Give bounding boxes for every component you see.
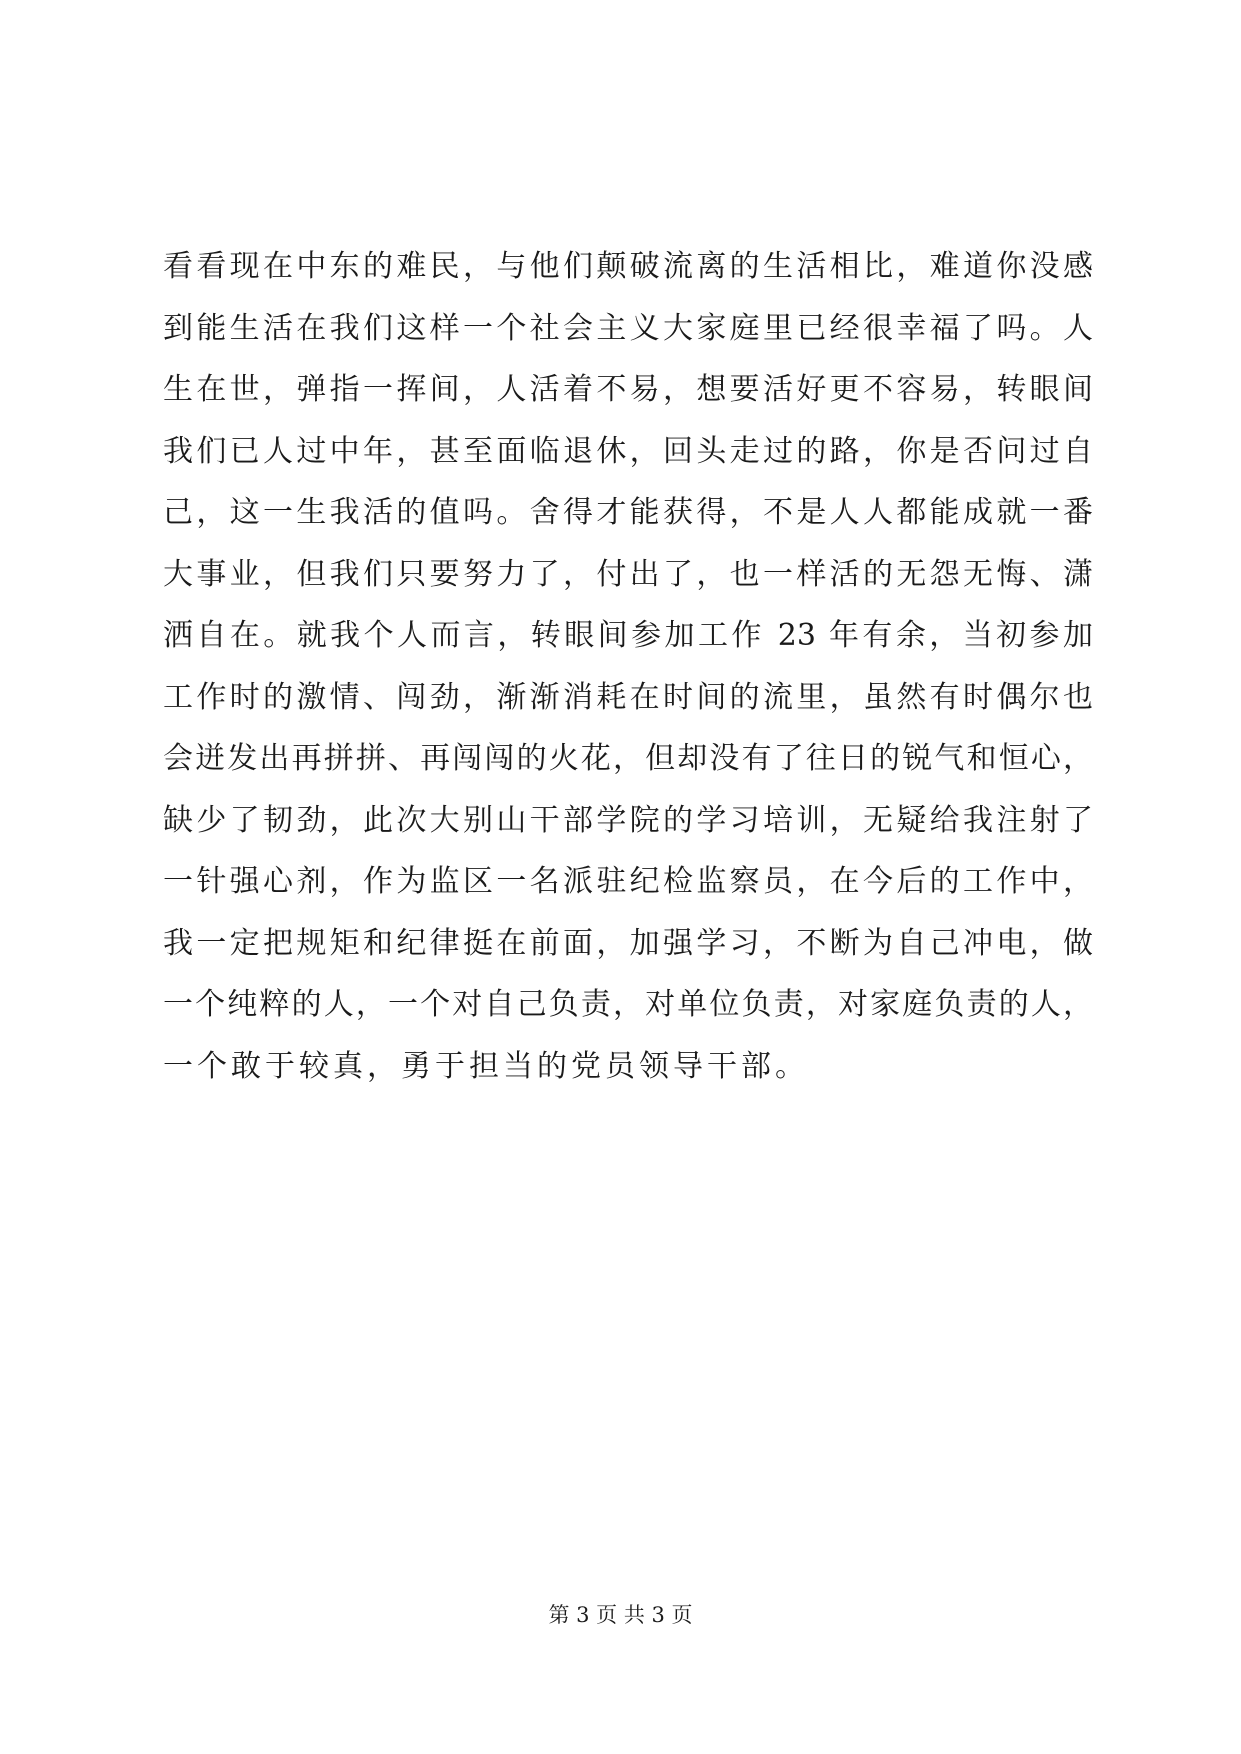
paragraph-line: 我们已人过中年，甚至面临退休，回头走过的路，你是否问过自 (163, 433, 1093, 469)
paragraph-line: 一针强心剂，作为监区一名派驻纪检监察员，在今后的工作中， (163, 864, 1093, 899)
paragraph-line: 己，这一生我活的值吗。舍得才能获得，不是人人都能成就一番 (163, 495, 1093, 530)
paragraph-line: 会迸发出再拼拼、再闯闯的火花，但却没有了往日的锐气和恒心， (163, 741, 1093, 776)
paragraph-line: 一个敢于较真，勇于担当的党员领导干部。 (163, 1048, 809, 1084)
paragraph-line: 大事业，但我们只要努力了，付出了，也一样活的无怨无悔、潇 (163, 556, 1093, 592)
paragraph-line: 洒自在。就我个人而言，转眼间参加工作 23 年有余，当初参加 (163, 618, 1093, 653)
page-number-footer: 第 3 页 共 3 页 (548, 1603, 693, 1627)
paragraph-line: 工作时的激情、闯劲，渐渐消耗在时间的流里，虽然有时偶尔也 (163, 679, 1093, 715)
paragraph-line: 我一定把规矩和纪律挺在前面，加强学习，不断为自己冲电，做 (163, 925, 1093, 961)
paragraph-line: 生在世，弹指一挥间，人活着不易，想要活好更不容易，转眼间 (163, 372, 1093, 407)
paragraph-line: 一个纯粹的人，一个对自己负责，对单位负责，对家庭负责的人， (163, 987, 1093, 1022)
body-paragraph (163, 236, 1093, 1097)
paragraph-line: 到能生活在我们这样一个社会主义大家庭里已经很幸福了吗。人 (163, 310, 1093, 346)
paragraph-line: 看看现在中东的难民，与他们颠破流离的生活相比，难道你没感 (163, 249, 1093, 284)
paragraph-line: 缺少了韧劲，此次大别山干部学院的学习培训，无疑给我注射了 (163, 802, 1093, 838)
